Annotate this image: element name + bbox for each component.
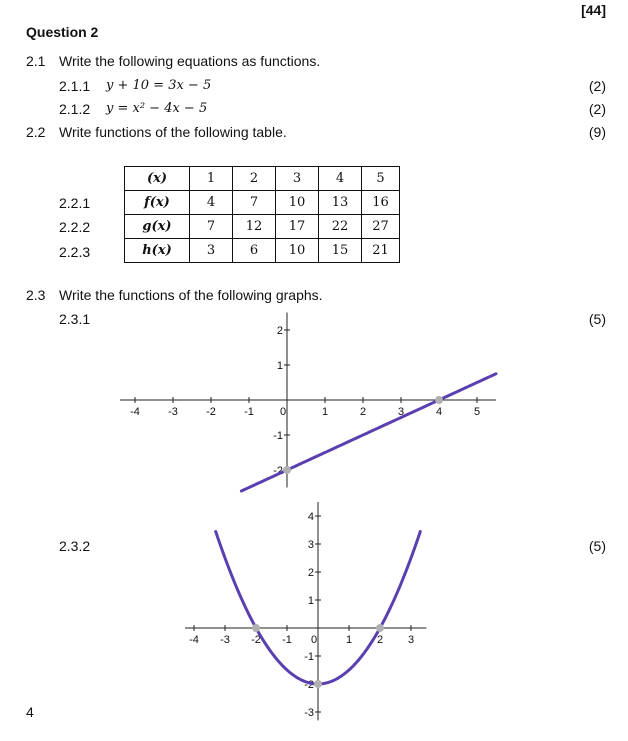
table-header-cell: 2	[233, 167, 276, 191]
x-tick-label: 5	[473, 406, 481, 418]
x-tick-label: 0	[310, 634, 318, 646]
q22-text: Write functions of the following table.	[59, 124, 287, 140]
y-tick-label: 2	[307, 567, 314, 579]
x-tick-label: -2	[251, 634, 261, 646]
table-cell: 3	[190, 239, 233, 263]
table-header-cell: 5	[362, 167, 400, 191]
function-table	[124, 166, 400, 263]
table-cell: 17	[276, 215, 319, 239]
q21-number: 2.1	[26, 53, 46, 69]
highlighted-point	[435, 396, 443, 404]
q231-marks: (5)	[588, 311, 606, 327]
table-cell: 13	[319, 191, 362, 215]
q231-number: 2.3.1	[59, 311, 91, 327]
table-row-label: g(x)	[125, 215, 190, 239]
q212-marks: (2)	[588, 101, 606, 117]
y-tick-label: 1	[276, 360, 283, 372]
table-cell: 27	[362, 215, 400, 239]
table-cell: 6	[233, 239, 276, 263]
x-tick-label: -4	[130, 406, 140, 418]
y-tick-label: 1	[307, 595, 314, 607]
table-cell: 16	[362, 191, 400, 215]
y-tick-label: -2	[304, 679, 314, 691]
x-tick-label: -1	[244, 406, 254, 418]
q232-marks: (5)	[588, 538, 606, 554]
highlighted-point	[376, 624, 384, 632]
highlighted-point	[314, 680, 322, 688]
x-tick-label: -3	[168, 406, 178, 418]
q232-number: 2.3.2	[59, 538, 91, 554]
x-tick-label: 0	[279, 406, 287, 418]
x-tick-label: 1	[321, 406, 329, 418]
q211-equation: y + 10 = 3x − 5	[106, 78, 212, 93]
total-marks: [44]	[581, 2, 606, 18]
x-tick-label: 1	[345, 634, 353, 646]
table-header-cell: 1	[190, 167, 233, 191]
y-tick-label: 3	[307, 539, 314, 551]
y-tick-label: -1	[304, 651, 314, 663]
x-tick-label: -2	[206, 406, 216, 418]
x-tick-label: 3	[397, 406, 405, 418]
q211-number: 2.1.1	[59, 78, 91, 94]
y-tick-label: -3	[304, 707, 314, 719]
q23-text: Write the functions of the following graphs.	[59, 287, 323, 303]
q22-number: 2.2	[26, 124, 46, 140]
table-cell: 10	[276, 239, 319, 263]
table-cell: 7	[233, 191, 276, 215]
q23-number: 2.3	[26, 287, 46, 303]
highlighted-point	[252, 624, 260, 632]
question-title: Question 2	[26, 24, 99, 40]
x-tick-label: -1	[282, 634, 292, 646]
x-tick-label: 3	[407, 634, 415, 646]
q212-equation: y = x² − 4x − 5	[106, 101, 208, 116]
table-row	[125, 239, 400, 263]
x-tick-label: -3	[220, 634, 230, 646]
y-tick-label: -1	[273, 430, 283, 442]
table-row	[125, 215, 400, 239]
q221-number: 2.2.1	[59, 195, 91, 211]
table-cell: 10	[276, 191, 319, 215]
x-tick-label: -4	[189, 634, 199, 646]
q211-marks: (2)	[588, 78, 606, 94]
page-number: 4	[26, 704, 34, 720]
table-header-row	[125, 167, 400, 191]
table-cell: 4	[190, 191, 233, 215]
table-header-cell: (x)	[125, 167, 190, 191]
highlighted-point	[283, 466, 291, 474]
x-tick-label: 2	[359, 406, 367, 418]
graph-2-3-1	[120, 305, 500, 495]
q22-marks: (9)	[588, 124, 606, 140]
y-tick-label: 2	[276, 325, 283, 337]
table-row-label: f(x)	[125, 191, 190, 215]
q21-text: Write the following equations as functions.	[59, 53, 321, 69]
table-header-cell: 4	[319, 167, 362, 191]
table-cell: 7	[190, 215, 233, 239]
q223-number: 2.2.3	[59, 244, 91, 260]
table-row	[125, 191, 400, 215]
table-cell: 22	[319, 215, 362, 239]
y-tick-label: 4	[307, 511, 314, 523]
table-header-cell: 3	[276, 167, 319, 191]
table-cell: 12	[233, 215, 276, 239]
table-row-label: h(x)	[125, 239, 190, 263]
x-tick-label: 2	[376, 634, 384, 646]
q212-number: 2.1.2	[59, 101, 91, 117]
table-cell: 21	[362, 239, 400, 263]
q222-number: 2.2.2	[59, 219, 91, 235]
y-tick-label: -2	[273, 465, 283, 477]
graph-2-3-2	[185, 498, 440, 730]
x-tick-label: 4	[435, 406, 443, 418]
table-cell: 15	[319, 239, 362, 263]
